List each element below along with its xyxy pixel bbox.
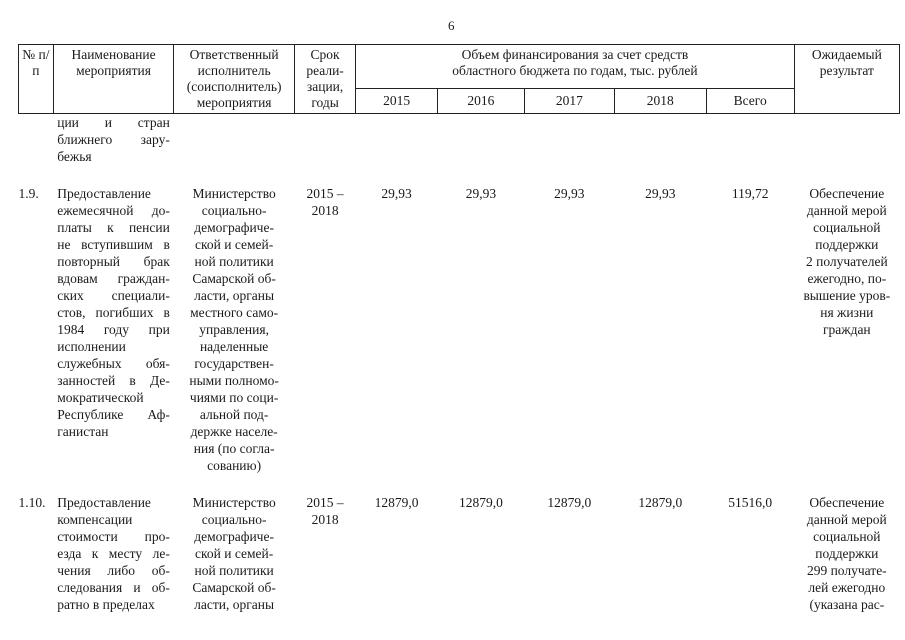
- cell-text-line: 2015 –: [306, 495, 344, 510]
- cell-text-line: не вступившим в: [57, 237, 170, 252]
- cell-text-line: вышение уров-: [803, 288, 891, 303]
- cell-text-line: исполнении: [57, 339, 126, 354]
- cell-value-2018: 12879,0: [638, 495, 683, 510]
- cell-text-line: ня жизни: [820, 305, 874, 320]
- cell-text-line: Министерство: [192, 495, 276, 510]
- activity-name-lines: [57, 494, 170, 613]
- cell-text-line: государствен-: [194, 356, 274, 371]
- cell-num: [19, 114, 54, 186]
- header-year-2017: 2017: [524, 89, 614, 114]
- header-executor: Ответственный исполнитель (соисполнитель) мероприятия: [174, 45, 295, 114]
- cell-value-2016: 12879,0: [458, 495, 503, 510]
- cell-text-line: Обеспечение: [809, 495, 885, 510]
- cell-activity-name: [53, 185, 174, 494]
- cell-text-line: сованию): [207, 458, 262, 473]
- cell-text-line: 2015 –: [306, 186, 344, 201]
- cell-text-line: следования и об-: [57, 580, 170, 595]
- table-row: [19, 494, 900, 613]
- cell-text-line: данной мерой: [806, 512, 887, 527]
- cell-text-line: стов, погибших в: [57, 305, 170, 320]
- cell-value-2017: 12879,0: [547, 495, 592, 510]
- cell-text-line: 2018: [311, 203, 339, 218]
- cell-text-line: 299 получате-: [806, 563, 887, 578]
- cell-text-line: данной мерой: [806, 203, 887, 218]
- table-header: [19, 45, 900, 114]
- cell-text-line: 1984 году при: [57, 322, 170, 337]
- cell-text-line: ными полномо-: [189, 373, 279, 388]
- cell-text-line: ской и семей-: [195, 237, 274, 252]
- cell-value-2015: 29,93: [381, 186, 412, 201]
- header-funding-line2: областного бюджета по годам, тыс. рублей: [452, 63, 698, 78]
- header-activity-name: Наименование мероприятия: [53, 45, 174, 114]
- cell-text-line: (указана рас-: [809, 597, 885, 612]
- cell-text-line: ратно в пределах: [57, 597, 155, 612]
- program-activities-table: [18, 44, 900, 613]
- cell-num: 1.9.: [18, 186, 39, 201]
- cell-text-line: поддержки: [815, 546, 879, 561]
- header-year-2016: 2016: [437, 89, 524, 114]
- cell-text-line: Предоставление: [57, 186, 151, 201]
- cell-text-line: ласти, органы: [194, 597, 275, 612]
- cell-text-line: граждан: [822, 322, 871, 337]
- cell-text-line: ласти, органы: [194, 288, 275, 303]
- cell-text-line: ции и стран: [57, 115, 170, 130]
- cell-term: [294, 185, 355, 494]
- cell-text-line: ной политики: [194, 254, 274, 269]
- cell-text-line: Республике Аф-: [57, 407, 170, 422]
- cell-activity-name: [53, 114, 174, 186]
- cell-text-line: ежемесячной до-: [57, 203, 170, 218]
- cell-text-line: чиями по соци-: [189, 390, 279, 405]
- cell-text-line: Самарской об-: [192, 580, 276, 595]
- cell-text-line: ежегодно, по-: [807, 271, 887, 286]
- cell-text-line: держке населе-: [190, 424, 278, 439]
- cell-text-line: альной под-: [199, 407, 269, 422]
- cell-value-total: 119,72: [731, 186, 769, 201]
- cell-text-line: Предоставление: [57, 495, 151, 510]
- cell-text-line: социально-: [201, 203, 267, 218]
- cell-text-line: 2018: [311, 512, 339, 527]
- cell-text-line: Самарской об-: [192, 271, 276, 286]
- executor-lines: [176, 494, 293, 613]
- cell-text-line: Министерство: [192, 186, 276, 201]
- cell-executor: [174, 185, 295, 494]
- cell-value-2016: 29,93: [465, 186, 497, 201]
- cell-text-line: демографиче-: [194, 220, 274, 235]
- cell-text-line: платы к пенсии: [57, 220, 170, 235]
- cell-value-2015: 12879,0: [374, 495, 419, 510]
- cell-text-line: управления,: [199, 322, 269, 337]
- cell-text-line: ганистан: [57, 424, 109, 439]
- cell-term: [294, 494, 355, 613]
- table-row: [19, 185, 900, 494]
- result-lines: [796, 185, 897, 338]
- page-number: 6: [448, 18, 455, 33]
- cell-expected-result: [794, 185, 899, 494]
- program-table-container: [18, 44, 900, 613]
- table-row-continuation: [19, 114, 900, 186]
- cell-text-line: стоимости про-: [57, 529, 170, 544]
- header-funding: [356, 45, 794, 89]
- cell-value-total: 51516,0: [728, 495, 773, 510]
- cell-text-line: служебных обя-: [57, 356, 170, 371]
- term-lines: [296, 185, 353, 219]
- cell-activity-name: [53, 494, 174, 613]
- cell-text-line: бежья: [57, 149, 92, 164]
- cell-text-line: занностей в Де-: [57, 373, 170, 388]
- cell-text-line: Обеспечение: [809, 186, 885, 201]
- header-year-2018: 2018: [614, 89, 706, 114]
- cell-text-line: ной политики: [194, 563, 274, 578]
- table-body: [19, 114, 900, 614]
- cell-text-line: повторный брак: [57, 254, 170, 269]
- continuation-name-lines: [57, 114, 170, 165]
- header-term: Срок реали-зации, годы: [294, 45, 355, 114]
- term-lines: [296, 494, 353, 528]
- cell-text-line: мократической: [57, 390, 144, 405]
- cell-value-2017: 29,93: [554, 186, 585, 201]
- cell-text-line: социальной: [813, 529, 881, 544]
- cell-text-line: 2 получателей: [805, 254, 888, 269]
- header-num: № п/п: [19, 45, 54, 114]
- result-lines: [796, 494, 897, 613]
- header-funding-line1: Объем финансирования за счет средств: [461, 47, 689, 62]
- cell-text-line: ния (по согла-: [193, 441, 275, 456]
- cell-expected-result: [794, 494, 899, 613]
- cell-text-line: ближнего зару-: [57, 132, 170, 147]
- cell-text-line: компенсации: [57, 512, 133, 527]
- cell-text-line: социально-: [201, 512, 267, 527]
- cell-text-line: наделенные: [199, 339, 269, 354]
- cell-text-line: вдовам граждан-: [57, 271, 170, 286]
- cell-text-line: поддержки: [815, 237, 879, 252]
- cell-text-line: ских специали-: [57, 288, 170, 303]
- cell-text-line: езда к месту ле-: [57, 546, 170, 561]
- cell-num: 1.10.: [18, 495, 46, 510]
- cell-text-line: чения либо об-: [57, 563, 170, 578]
- cell-text-line: демографиче-: [194, 529, 274, 544]
- cell-executor: [174, 494, 295, 613]
- cell-value-2018: 29,93: [645, 186, 676, 201]
- header-year-2015: 2015: [356, 89, 438, 114]
- header-total: Всего: [706, 89, 794, 114]
- cell-text-line: местного само-: [190, 305, 279, 320]
- executor-lines: [176, 185, 293, 474]
- cell-text-line: социальной: [813, 220, 881, 235]
- header-expected-result: Ожидаемый результат: [794, 45, 899, 114]
- activity-name-lines: [57, 185, 170, 440]
- cell-text-line: ской и семей-: [195, 546, 274, 561]
- cell-text-line: лей ежегодно: [808, 580, 886, 595]
